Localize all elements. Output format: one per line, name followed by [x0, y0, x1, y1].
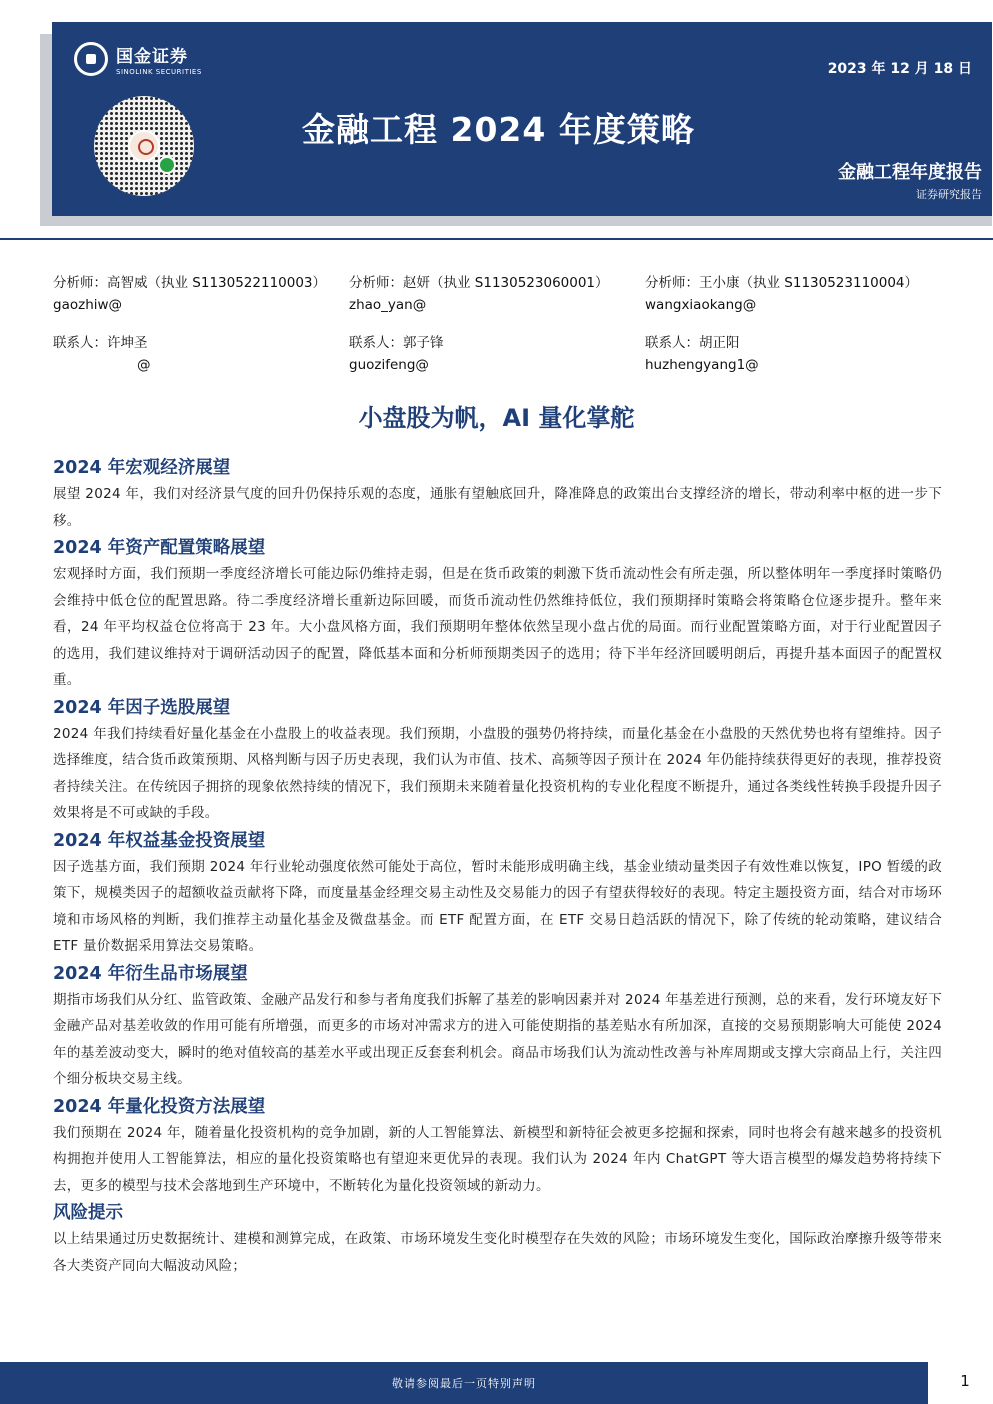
section-body: 宏观择时方面，我们预期一季度经济增长可能边际仍维持走弱，但是在货币政策的刺激下货币流动性会有所走强，所以整体明年一季度择时策略仍会维持中低仓位的配置思路。待二季度经济增长重新边际回暖，而货币流动性仍然维持低位，我们预期择时策略会将策略仓位逐步提升。整年来看，24 年平均权益仓位将高于 23 年。大小盘风格方面，我们预期明年整体依然呈现小盘占优的局面。而行业配置策略方面，对于行业配置因子的选用，我们建议维持对于调研活动因子的配置，降低基本面和分析师预期类因子的选用；待下半年经济回暖明朗后，再提升基本面因子的配置权重。 — [53, 566, 942, 688]
report-subtitle: 小盘股为帆，AI 量化掌舵 — [358, 404, 635, 432]
section-risk — [53, 1201, 942, 1279]
section-body: 因子选基方面，我们预期 2024 年行业轮动强度依然可能处于高位，暂时未能形成明确主线，基金业绩动量类因子有效性难以恢复，IPO 暂缓的政策下，规模类因子的超额收益贡献将下降，而度量基金经理交易主动性及交易能力的因子有望获得较好的表现。特定主题投资方面，结合对市场环境和市场风格的判断，我们推荐主动量化基金及微盘基金。而 ETF 配置方面，在 ETF 交易日趋活跃的情况下，除了传统的轮动策略，建议结合 ETF 量价数据采用算法交易策略。 — [53, 858, 942, 954]
section-quant-methods — [53, 1095, 942, 1200]
section-title: 2024 年宏观经济展望 — [53, 458, 231, 478]
section-title: 2024 年衍生品市场展望 — [53, 963, 248, 984]
contact-name: 联系人：许坤圣 — [53, 335, 148, 351]
section-macro — [53, 456, 942, 534]
analyst-3 — [645, 272, 918, 316]
section-body: 展望 2024 年，我们对经济景气度的回升仍保持乐观的态度，通胀有望触底回升，降准降息的政策出台支撑经济的增长，带动利率中枢的进一步下移。 — [53, 486, 942, 529]
contact-name: 联系人：郭子锋 — [349, 335, 444, 351]
report-title: 金融工程 2024 年度策略 — [302, 110, 695, 149]
mini-program-badge-icon — [158, 156, 176, 174]
analyst-email: gaozhiw@ — [53, 297, 123, 313]
qr-code-icon — [94, 96, 194, 196]
section-title: 风险提示 — [53, 1203, 123, 1223]
analyst-1 — [53, 272, 326, 316]
contact-3 — [645, 332, 759, 376]
header-divider — [0, 238, 993, 240]
section-factor-stock — [53, 696, 942, 827]
page-number: 1 — [960, 1372, 970, 1390]
analyst-name: 分析师：高智威（执业 S1130522110003） — [53, 275, 327, 291]
section-equity-fund — [53, 829, 942, 960]
section-body: 2024 年我们持续看好量化基金在小盘股上的收益表现。我们预期，小盘股的强势仍将持续，而量化基金在小盘股的天然优势也将有望维持。因子选择维度，结合货币政策预期、风格判断与因子历史表现，我们认为市值、技术、高频等因子预计在 2024 年仍能持续获得更好的表现，推荐投资者持续关注。在传统因子拥挤的现象依然持续的情况下，我们预期未来随着量化投资机构的专业化程度不断提升，通过各类线性转换手段提升因子效果将是不可或缺的手段。 — [53, 725, 942, 821]
contact-email: guozifeng@ — [349, 357, 429, 373]
section-asset-allocation — [53, 536, 942, 694]
analyst-name: 分析师：王小康（执业 S1130523110004） — [645, 275, 919, 291]
footer-disclaimer: 敬请参阅最后一页特别声明 — [0, 1362, 928, 1404]
logo-name-cn: 国金证券 — [116, 47, 188, 67]
report-date: 2023 年 12 月 18 日 — [827, 61, 972, 77]
logo-name-en: SINOLINK SECURITIES — [116, 68, 202, 76]
analyst-2 — [349, 272, 609, 316]
report-subtype: 证券研究报告 — [916, 188, 982, 201]
analyst-email: wangxiaokang@ — [645, 297, 757, 313]
section-title: 2024 年因子选股展望 — [53, 697, 231, 718]
report-type: 金融工程年度报告 — [838, 162, 982, 183]
logo-mark-icon — [74, 42, 108, 76]
section-title: 2024 年权益基金投资展望 — [53, 830, 266, 851]
section-title: 2024 年量化投资方法展望 — [53, 1096, 266, 1117]
contact-email: @ — [137, 357, 151, 373]
contact-2 — [349, 332, 444, 376]
contact-email: huzhengyang1@ — [645, 357, 759, 373]
section-body: 我们预期在 2024 年，随着量化投资机构的竞争加剧，新的人工智能算法、新模型和新特征会被更多挖掘和探索，同时也将会有越来越多的投资机构拥抱并使用人工智能算法，相应的量化投资策略也有望迎来更优异的表现。我们认为 2024 年内 ChatGPT 等大语言模型的爆发趋势将持续下去，更多的模型与技术会落地到生产环境中，不断转化为量化投资领域的新动力。 — [53, 1124, 942, 1194]
contact-name: 联系人：胡正阳 — [645, 335, 740, 351]
contact-1 — [53, 332, 151, 376]
analyst-email: zhao_yan@ — [349, 297, 427, 313]
section-title: 2024 年资产配置策略展望 — [53, 538, 266, 558]
section-body: 以上结果通过历史数据统计、建模和测算完成，在政策、市场环境发生变化时模型存在失效的风险；市场环境发生变化，国际政治摩擦升级等带来各大类资产同向大幅波动风险； — [53, 1231, 942, 1274]
section-derivatives — [53, 962, 942, 1093]
company-logo — [74, 42, 202, 76]
analyst-name: 分析师：赵妍（执业 S1130523060001） — [349, 275, 609, 291]
section-body: 期指市场我们从分红、监管政策、金融产品发行和参与者角度我们拆解了基差的影响因素并对 2024 年基差进行预测，总的来看，发行环境友好下金融产品对基差收敛的作用可能有所增强，而更多的市场对冲需求方的进入可能使期指的基差贴水有所加深，直接的交易预期影响大可能使 2024 年的基差波动变大，瞬时的绝对值较高的基差水平或出现正反套套利机会。商品市场我们认为流动性改善与补库周期或支撑大宗商品上行，关注四个细分板块交易主线。 — [53, 991, 942, 1087]
header-banner — [52, 22, 992, 216]
report-body — [53, 456, 942, 1281]
